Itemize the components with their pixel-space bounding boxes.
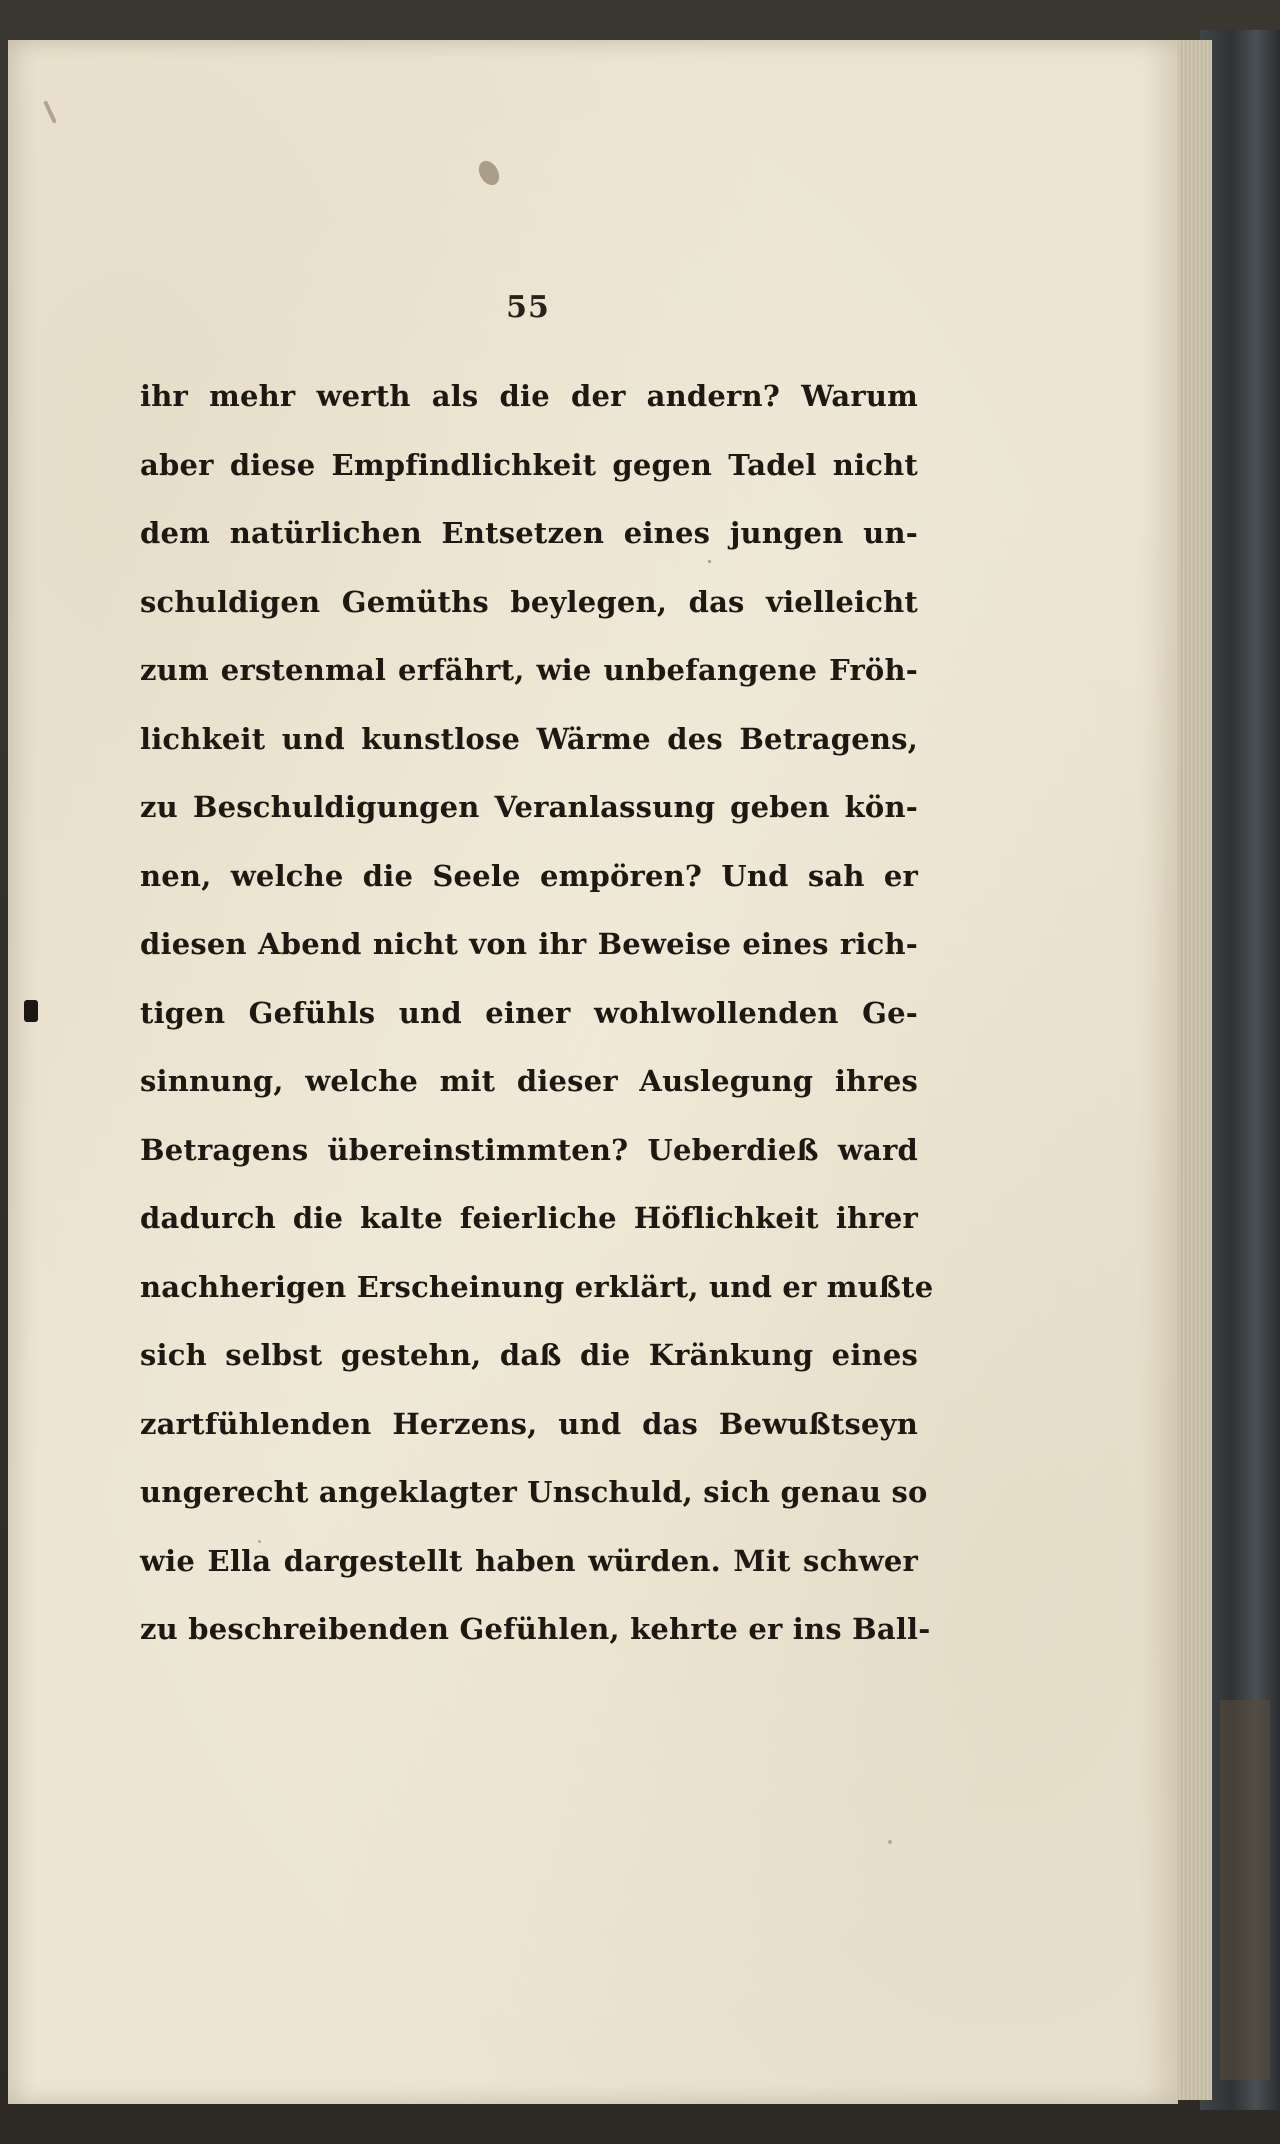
paper-stain: [43, 100, 57, 123]
text-line: zartfühlenden Herzens, und das Bewußtseyn: [140, 1406, 918, 1441]
book-page: [8, 40, 1178, 2104]
text-line: wie Ella dargestellt haben würden. Mit schwer: [140, 1543, 918, 1578]
text-line: dadurch die kalte feierliche Höflichkeit ihrer: [140, 1201, 918, 1235]
page-fore-edge: [1172, 40, 1212, 2100]
body-text: [140, 362, 934, 1664]
text-line: diesen Abend nicht von ihr Beweise eines rich-: [140, 927, 918, 961]
text-line: Betragens übereinstimmten? Ueberdieß ward: [140, 1132, 918, 1167]
text-line: nachherigen Erscheinung erklärt, und er mußte: [140, 1269, 934, 1304]
text-line: ungerecht angeklagter Unschuld, sich genau so: [140, 1475, 928, 1509]
page-number: 55: [506, 290, 550, 325]
text-line: tigen Gefühls und einer wohlwollenden Ge-: [140, 995, 918, 1030]
text-line: ihr mehr werth als die der andern? Warum: [140, 379, 918, 413]
text-line: zum erstenmal erfährt, wie unbefangene Fröh-: [140, 653, 918, 687]
text-line: schuldigen Gemüths beylegen, das vielleicht: [140, 584, 918, 619]
paper-speck: [888, 1840, 892, 1844]
text-line: dem natürlichen Entsetzen eines jungen un-: [140, 516, 918, 550]
cover-wear-patch: [1220, 1700, 1270, 2080]
text-line: sich selbst gestehn, daß die Kränkung eines: [140, 1338, 918, 1372]
text-line: sinnung, welche mit dieser Auslegung ihres: [140, 1064, 918, 1098]
text-line: aber diese Empfindlichkeit gegen Tadel nicht: [140, 447, 918, 482]
paper-stain: [475, 157, 504, 189]
text-line: lichkeit und kunstlose Wärme des Betragens,: [140, 721, 918, 756]
text-line: zu beschreibenden Gefühlen, kehrte er ins Ball-: [140, 1612, 931, 1646]
text-line: zu Beschuldigungen Veranlassung geben kön-: [140, 790, 918, 824]
margin-ink-mark: [24, 1000, 38, 1022]
text-line: nen, welche die Seele empören? Und sah er: [140, 858, 918, 893]
